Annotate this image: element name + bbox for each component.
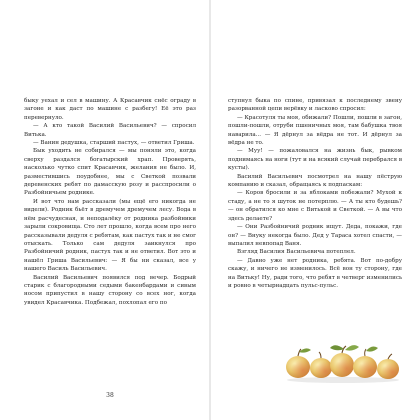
apple-shape — [286, 348, 311, 378]
paragraph: — А кто такой Василий Васильевич? — спросил Витька. — [24, 123, 196, 138]
apple-shape — [310, 352, 332, 378]
paragraph: — Давно уже нет родника, ребята. Вот по-добру скажу, и ничего не изменилось. Всё вон ту сторону, где на Витьку! Ну, ради того, что ребят в четверг изменились и ровно в четырнадцать пульс-пульс. — [228, 257, 402, 289]
paragraph: — Красотуля ты моя, обижали? Пошли, пошли в загон, пошли-пошли, отруби пшеничных моя, там бабушка твоя наварила... — Я дёрнул за вёдра не тот. И дёрнул за вёдра не то. — [228, 114, 402, 147]
paragraph: Василий Васильевич появился под вечер. Бодрый старик с благородными седыми бакенбардами и сивым носом припустил в нашу сторону со всех ног, когда увидел Красавчика. Подбежал, похлопал его по — [24, 274, 196, 306]
apple-shape — [377, 354, 399, 379]
right-page-text — [228, 97, 402, 290]
paragraph: Бык уходить не собирался — мы поняли это, когда сверху раздался богатырский храп. Проверять, насколько чутко спит Красавчик, желания не было. И, разместившись поудобнее, мы с Светкой позвали деревенских ребят по дамасскую розу и расспросили о Разбойничьем роднике. — [24, 148, 196, 197]
paragraph: — Ванин дедушка, старший пастух, — ответил Гриша. — [33, 140, 195, 147]
paragraph: Взгляд Василия Васильевича потеплел. — [237, 249, 356, 256]
paragraph: — Муу! — пожаловался на жизнь бык, рывком поднимаясь на ноги (тут и на всякий случай перебрался в кусты). — [228, 148, 402, 172]
paragraph: — Коров бросили и за яблоками побежали? Мухой к стаду, а не то я шуток не потерплю. — А ты кто будешь? — он обратился ко мне с Витькой и Светкой. — А вы что здесь делаете? — [228, 190, 402, 222]
paragraph: ступнул быка по спине, привязал к последнему звену разорванной цепи верёвку и ласково спросил: — [228, 98, 402, 113]
page-number: 38 — [106, 392, 114, 399]
paragraph: Василий Васильевич посмотрел на нашу пёструю компанию и сказал, обращаясь к подпаскам: — [228, 173, 402, 189]
apples-illustration — [284, 326, 402, 384]
book-gutter — [209, 0, 211, 420]
paragraph: — Они Разбойничий родник ищут. Деда, покажи, где он? — Внуку некогда было. Дед у Тараса хотел спасти, — выпалил невпопад Ваня. — [228, 224, 402, 247]
left-page-text — [24, 97, 196, 307]
paragraph: И вот что нам рассказали (мы ещё его никогда не видели). Родник бьёт в дремучем дремучем лесу. Вода в нём расчудесная, и неподалёку от родника разбойники зарыли сокровища. Сто лет прошло, когда всем про него рассказывали дедуля с ребятам, как пастух так и не смог отыскать. Только сам дедуля заикнулся про Разбойничий родник, пастух так и не ответил. Вот это и нашёл Гриша Васильевич: — Я бы ни сказал, все у нашего Василь Васильевич. — [24, 198, 196, 273]
apple-shape — [353, 347, 378, 378]
paragraph: быку уехал и сел в машину. А Красавчик снёс ограду в загоне и как даст по машине с разбегу! Её это раз перевернуло. — [24, 98, 196, 121]
